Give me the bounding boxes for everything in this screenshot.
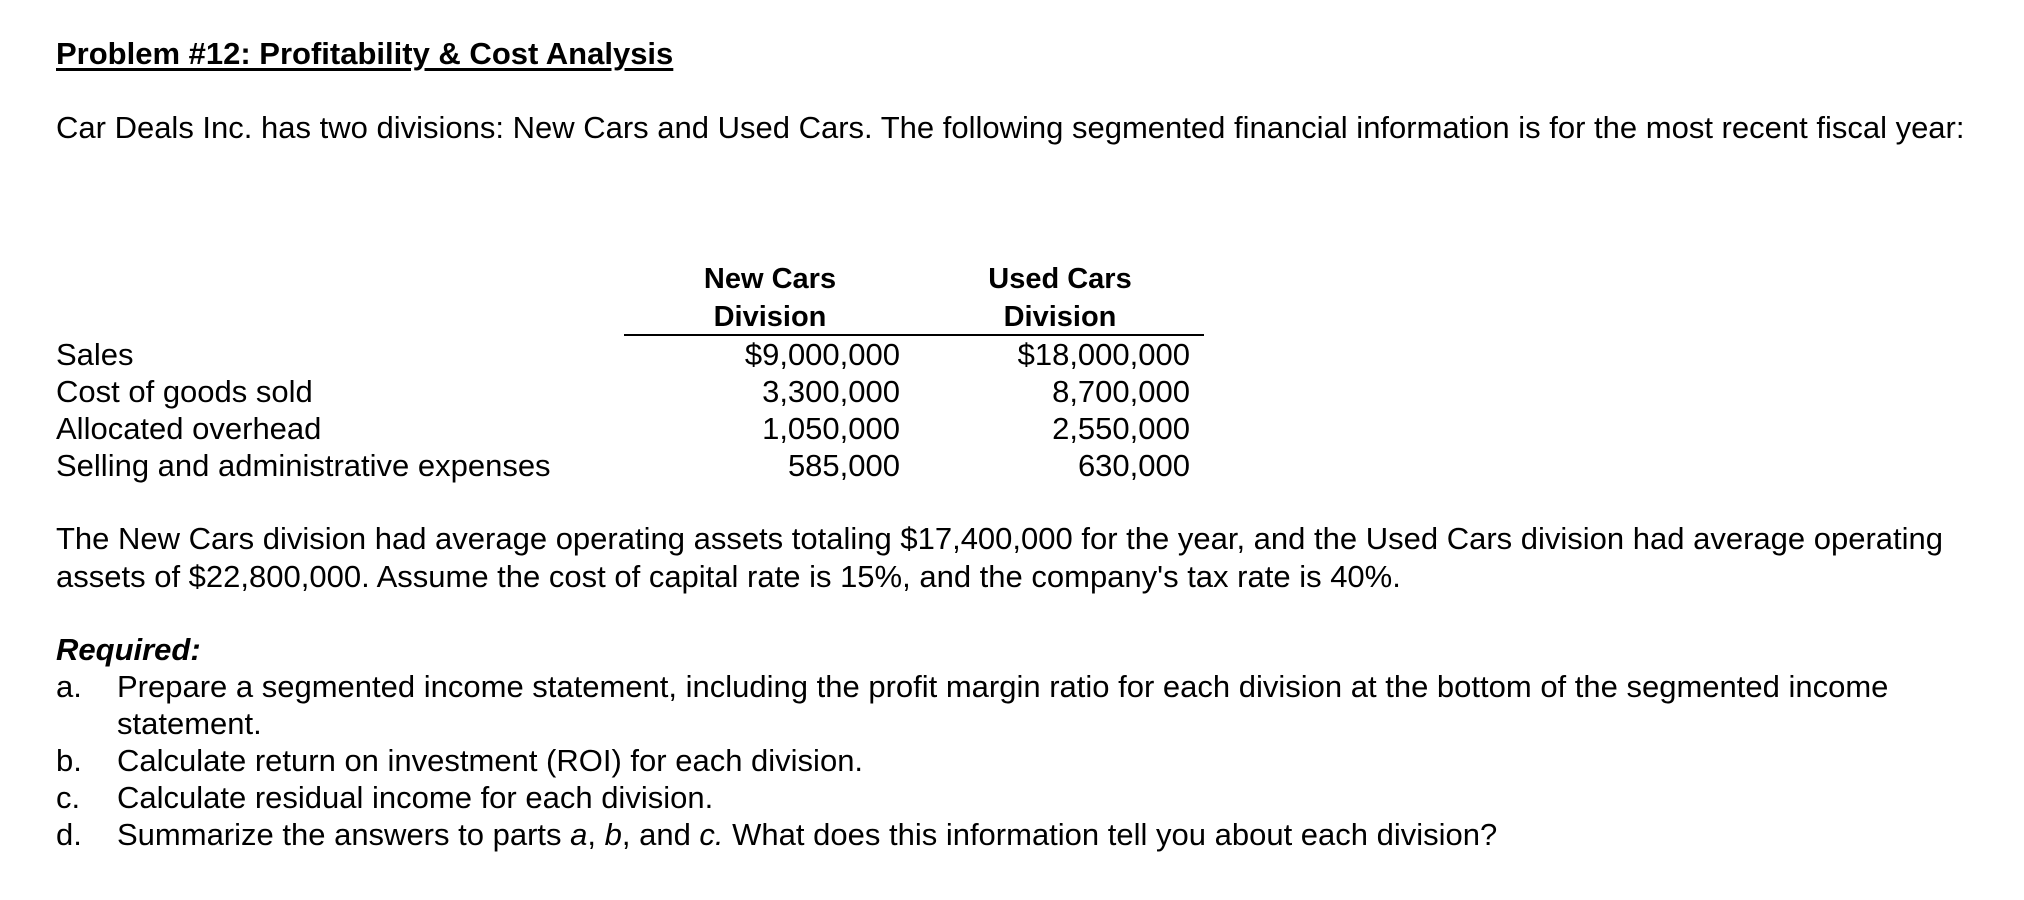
problem-title: Problem #12: Profitability & Cost Analysis [56, 36, 674, 71]
cell-used-overhead: 2,550,000 [1052, 411, 1190, 446]
cell-used-cogs: 8,700,000 [1052, 374, 1190, 409]
cell-used-selling-admin: 630,000 [1077, 448, 1190, 483]
assets-paragraph: The New Cars division had average operating assets totaling $17,400,000 for the year, and the Used Cars division had average operating assets of $22,800,000. Assume the cost of capital rate is 15%, and the company's tax rate is 40%. [56, 521, 1944, 594]
row-label-sales: Sales [56, 337, 134, 372]
cell-new-sales: $9,000,000 [744, 337, 900, 372]
column-header-new-cars [690, 260, 850, 336]
requirement-text: Prepare a segmented income statement, including the profit margin ratio for each division at the bottom of the segmented income statement. [117, 669, 1889, 741]
cell-new-selling-admin: 585,000 [787, 448, 900, 483]
requirement-text: Calculate return on investment (ROI) for each division. [117, 743, 864, 778]
column-header-line: Used Cars [988, 263, 1132, 295]
intro-text: Car Deals Inc. has two divisions: New Cars and Used Cars. The following segmented financial information is for the most recent fiscal year: [56, 110, 1965, 145]
requirement-text-part: What does this information tell you about each division? [723, 817, 1498, 852]
part-reference-a: a [570, 817, 588, 852]
requirement-item [56, 816, 1986, 853]
part-reference-c: c. [699, 817, 724, 852]
requirement-letter: a. [56, 669, 82, 704]
column-header-used-cars [975, 260, 1145, 336]
part-reference-b: b [604, 817, 622, 852]
column-header-line: New Cars [703, 263, 837, 295]
required-heading: Required: [56, 632, 201, 667]
column-header-line: Division [713, 301, 827, 333]
row-label-selling-admin: Selling and administrative expenses [56, 448, 551, 483]
cell-used-sales: $18,000,000 [1017, 337, 1190, 372]
requirement-letter: c. [56, 780, 81, 815]
requirement-item [56, 742, 1986, 779]
cell-new-overhead: 1,050,000 [762, 411, 900, 446]
requirement-item [56, 668, 1986, 742]
row-label-cogs: Cost of goods sold [56, 374, 313, 409]
requirement-text: Calculate residual income for each division. [117, 780, 714, 815]
requirement-text-part: Summarize the answers to parts [117, 817, 571, 852]
requirement-letter: b. [56, 743, 82, 778]
requirement-letter: d. [56, 817, 82, 852]
column-header-line: Division [1003, 301, 1117, 333]
requirement-text [117, 816, 1986, 853]
requirement-text-part: , [587, 817, 605, 852]
cell-new-cogs: 3,300,000 [762, 374, 900, 409]
requirement-item [56, 779, 1986, 816]
requirement-text-part: , and [621, 817, 700, 852]
row-label-overhead: Allocated overhead [56, 411, 322, 446]
